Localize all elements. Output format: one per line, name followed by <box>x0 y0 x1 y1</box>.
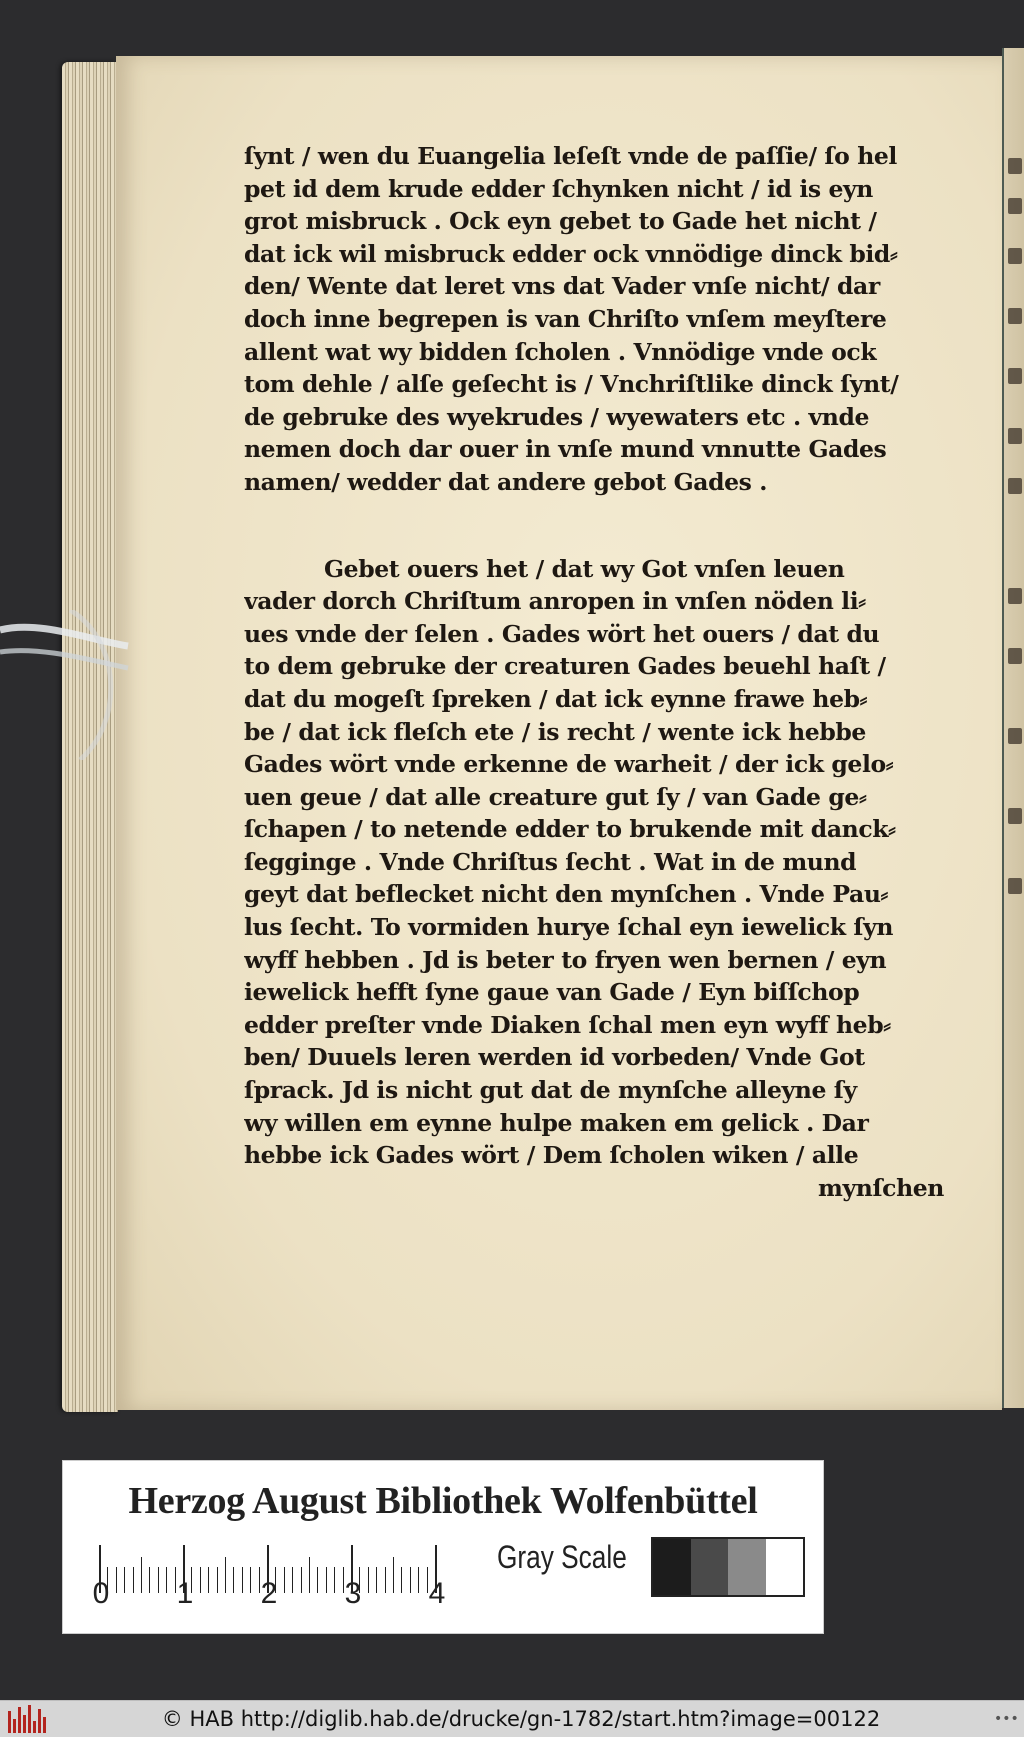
text-line: lus ſecht. To vormiden hurye ſchal eyn iewelick ſyn <box>244 913 894 942</box>
ruler-tick <box>116 1567 117 1593</box>
text-line: ſynt / wen du Euangelia leſeſt vnde de paſſie/ ſo hel <box>244 142 897 170</box>
text-line: Gebet ouers het / dat wy Got vnſen leuen <box>324 554 845 583</box>
ruler-number: 2 <box>260 1577 278 1610</box>
ruler-tick <box>376 1567 377 1593</box>
adjacent-page-glyph <box>1008 428 1022 444</box>
text-line: ſchapen / to netende edder to brukende mit danck⸗ <box>244 815 896 844</box>
text-line: ues vnde der ſelen . Gades wört het ouers / dat du <box>244 619 880 648</box>
adjacent-page-glyph <box>1008 308 1022 324</box>
gray-swatch <box>653 1539 691 1595</box>
ruler <box>99 1543 539 1593</box>
ruler-tick <box>200 1567 201 1593</box>
text-line: Gades wört vnde erkenne de warheit / der ick gelo⸗ <box>244 750 894 779</box>
ruler-tick <box>343 1567 344 1593</box>
text-line: iewelick hefft ſyne gaue van Gade / Eyn biſſchop <box>244 978 860 1007</box>
ruler-tick <box>334 1567 335 1593</box>
adjacent-page-glyph <box>1008 158 1022 174</box>
gray-swatch <box>728 1539 766 1595</box>
text-line: nemen doch dar ouer in vnſe mund vnnutte Gades <box>244 435 887 464</box>
ruler-tick <box>385 1567 386 1593</box>
ruler-tick <box>225 1557 226 1593</box>
ruler-tick <box>166 1567 167 1593</box>
ruler-tick <box>292 1567 293 1593</box>
ruler-number: 3 <box>344 1577 362 1610</box>
text-line: allent wat wy bidden ſcholen . Vnnödige vnde ock <box>244 337 877 366</box>
ruler-tick <box>393 1557 394 1593</box>
text-line: namen/ wedder dat andere gebot Gades . <box>244 467 768 496</box>
ruler-tick <box>250 1567 251 1593</box>
ruler-number: 4 <box>428 1577 446 1610</box>
text-line: vader dorch Chriſtum anropen in vnſen nöden li⸗ <box>244 587 866 616</box>
ruler-tick <box>208 1567 209 1593</box>
text-line: ſprack. Jd is nicht gut dat de mynſche alleyne ſy <box>244 1076 857 1105</box>
ruler-tick <box>401 1567 402 1593</box>
ruler-tick <box>284 1567 285 1593</box>
text-line: be / dat ick fleſch ete / is recht / wente ick hebbe <box>244 717 866 746</box>
text-line: ſegginge . Vnde Chriſtus ſecht . Wat in de mund <box>244 847 857 876</box>
text-line: dat ick wil misbruck edder ock vnnödige dinck bid⸗ <box>244 239 898 268</box>
paragraph-2 <box>244 553 944 1172</box>
ruler-number: 1 <box>176 1577 194 1610</box>
hab-logo-icon <box>8 1705 48 1733</box>
ruler-tick <box>410 1567 411 1593</box>
text-line: edder preſter vnde Diaken ſchal men eyn wyff heb⸗ <box>244 1010 891 1039</box>
ruler-tick <box>175 1567 176 1593</box>
ruler-tick <box>158 1567 159 1593</box>
ruler-number: 0 <box>92 1577 110 1610</box>
ruler-tick <box>309 1557 310 1593</box>
paragraph-gap <box>244 499 944 553</box>
text-line: grot misbruck . Ock eyn gebet to Gade het nicht / <box>244 207 877 236</box>
book-page <box>116 56 1002 1410</box>
catchword: mynſchen <box>818 1173 944 1202</box>
text-line: dat du mogeſt ſpreken / dat ick eynne frawe heb⸗ <box>244 684 868 713</box>
ruler-tick <box>133 1567 134 1593</box>
ruler-tick <box>317 1567 318 1593</box>
book-page-edges <box>62 62 118 1412</box>
gray-scale-swatches <box>651 1537 805 1597</box>
paragraph-1 <box>244 140 944 499</box>
page-text <box>244 140 944 1204</box>
text-line: ben/ Duuels leren werden id vorbeden/ Vnde Got <box>244 1043 865 1072</box>
adjacent-page-glyph <box>1008 368 1022 384</box>
ruler-tick <box>233 1567 234 1593</box>
ruler-tick <box>124 1567 125 1593</box>
ruler-tick <box>259 1567 260 1593</box>
color-calibration-chart <box>62 1460 824 1634</box>
ruler-tick <box>418 1567 419 1593</box>
text-line: den/ Wente dat leret vns dat Vader vnſe nicht/ dar <box>244 272 880 301</box>
ruler-tick <box>368 1567 369 1593</box>
adjacent-page-edge <box>1002 48 1024 1408</box>
adjacent-page-glyph <box>1008 588 1022 604</box>
text-line: de gebruke des wyekrudes / wyewaters etc . vnde <box>244 402 870 431</box>
ruler-tick <box>301 1567 302 1593</box>
adjacent-page-glyph <box>1008 728 1022 744</box>
text-line: doch inne begrepen is van Chriſto vnſem meyſtere <box>244 304 887 333</box>
adjacent-page-glyph <box>1008 808 1022 824</box>
footer-url-text[interactable]: © HAB http://diglib.hab.de/drucke/gn-1782/start.htm?image=00122 <box>161 1707 881 1731</box>
text-line: tom dehle / alſe geſecht is / Vnchriſtlike dinck ſynt/ <box>244 370 899 399</box>
text-line: to dem gebruke der creaturen Gades beuehl haſt / <box>244 652 886 681</box>
text-line: pet id dem krude edder ſchynken nicht / id is eyn <box>244 174 873 203</box>
gray-swatch <box>691 1539 729 1595</box>
adjacent-page-glyph <box>1008 648 1022 664</box>
text-line: wyff hebben . Jd is beter to fryen wen bernen / eyn <box>244 945 887 974</box>
gray-scale-label: Gray Scale <box>497 1539 627 1575</box>
text-line: hebbe ick Gades wört / Dem ſcholen wiken / alle <box>244 1141 859 1170</box>
text-line: wy willen em eynne hulpe maken em gelick . Dar <box>244 1108 869 1137</box>
ruler-tick <box>326 1567 327 1593</box>
footer-bar <box>0 1700 1024 1737</box>
ruler-tick <box>149 1567 150 1593</box>
gray-swatch <box>766 1539 804 1595</box>
ruler-tick <box>141 1557 142 1593</box>
adjacent-page-glyph <box>1008 478 1022 494</box>
adjacent-page-glyph <box>1008 198 1022 214</box>
adjacent-page-glyph <box>1008 878 1022 894</box>
ruler-tick <box>242 1567 243 1593</box>
more-dots-icon: ••• <box>994 1711 1019 1727</box>
ruler-tick <box>427 1567 428 1593</box>
text-line: geyt dat beflecket nicht den mynſchen . Vnde Pau⸗ <box>244 880 888 909</box>
text-line: uen geue / dat alle creature gut ſy / van Gade ge⸗ <box>244 782 867 811</box>
chart-title: Herzog August Bibliothek Wolfenbüttel <box>128 1480 758 1522</box>
ruler-tick <box>217 1567 218 1593</box>
adjacent-page-glyph <box>1008 248 1022 264</box>
